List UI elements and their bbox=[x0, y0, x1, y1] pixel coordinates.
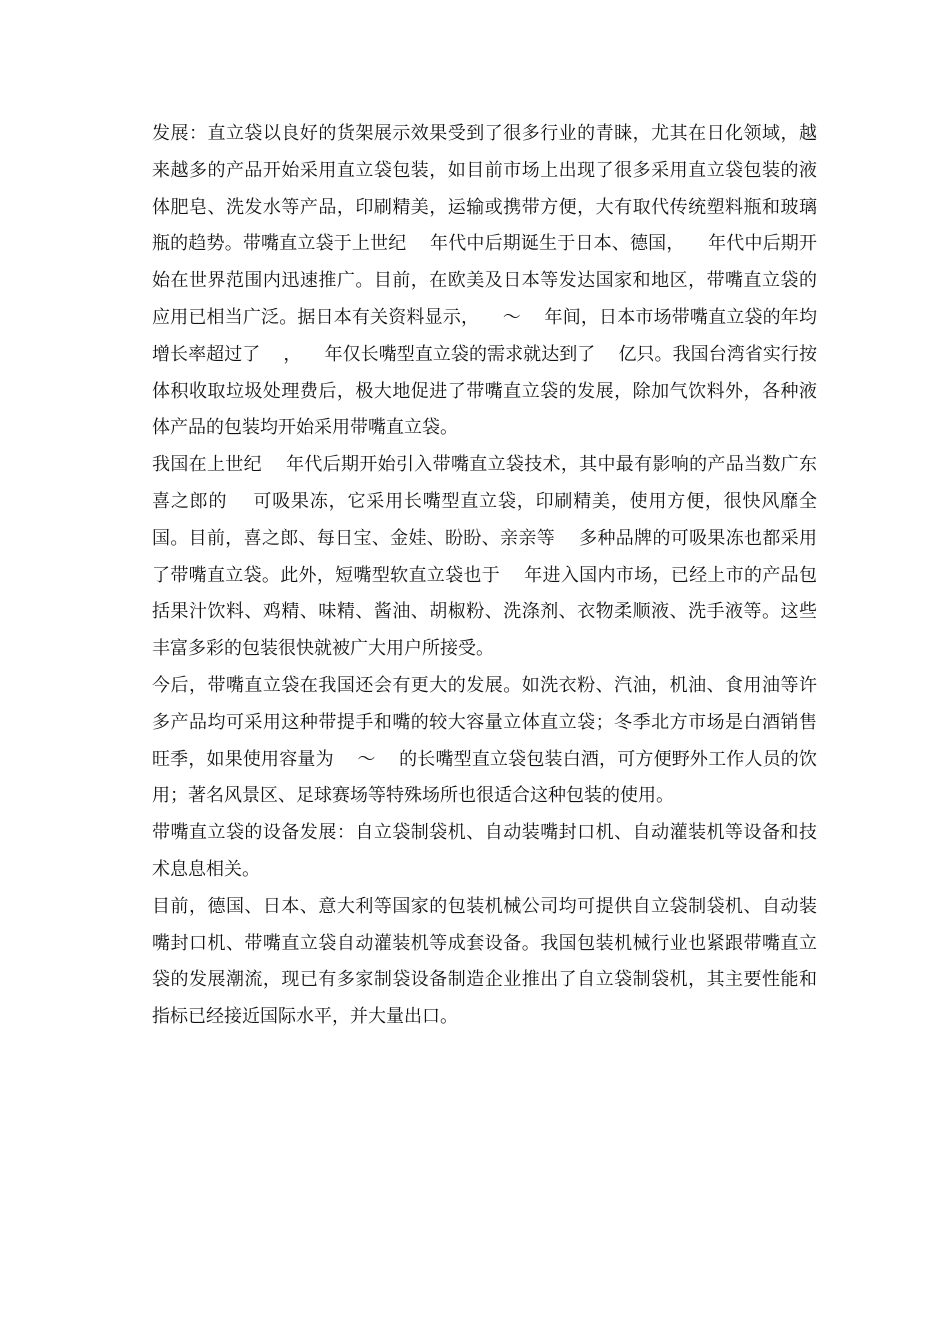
paragraph-development-overview: 发展：直立袋以良好的货架展示效果受到了很多行业的青睐，尤其在日化领域，越来越多的产品开始采用直立袋包装，如目前市场上出现了很多采用直立袋包装的液体肥皂、洗发水等产品，印刷精美，运输或携带方便，大有取代传统塑料瓶和玻璃瓶的趋势。带嘴直立袋于上世纪 年代中后期诞生于日本、德国， 年代中后期开始在世界范围内迅速推广。目前，在欧美及日本等发达国家和地区，带嘴直立袋的应用已相当广泛。据日本有关资料显示， ～ 年间，日本市场带嘴直立袋的年均增长率超过了 ， 年仅长嘴型直立袋的需求就达到了 亿只。我国台湾省实行按体积收取垃圾处理费后，极大地促进了带嘴直立袋的发展，除加气饮料外，各种液体产品的包装均开始采用带嘴直立袋。 bbox=[152, 123, 817, 439]
paragraph-china-introduction: 我国在上世纪 年代后期开始引入带嘴直立袋技术，其中最有影响的产品当数广东喜之郎的 可吸果冻，它采用长嘴型直立袋，印刷精美，使用方便，很快风靡全国。目前，喜之郎、每日宝、金娃、盼盼、亲亲等 多种品牌的可吸果冻也都采用了带嘴直立袋。此外，短嘴型软直立袋也于 年进入国内市场，已经上市的产品包括果汁饮料、鸡精、味精、酱油、胡椒粉、洗涤剂、衣物柔顺液、洗手液等。这些丰富多彩的包装很快就被广大用户所接受。 bbox=[152, 454, 817, 660]
document-body bbox=[152, 116, 817, 1036]
paragraph-equipment-status: 目前，德国、日本、意大利等国家的包装机械公司均可提供自立袋制袋机、自动装嘴封口机、带嘴直立袋自动灌装机等成套设备。我国包装机械行业也紧跟带嘴直立袋的发展潮流，现已有多家制袋设备制造企业推出了自立袋制袋机，其主要性能和指标已经接近国际水平，并大量出口。 bbox=[152, 895, 817, 1028]
paragraph-equipment-heading: 带嘴直立袋的设备发展：自立袋制袋机、自动装嘴封口机、自动灌装机等设备和技术息息相关。 bbox=[152, 822, 817, 880]
paragraph-future-outlook: 今后，带嘴直立袋在我国还会有更大的发展。如洗衣粉、汽油，机油、食用油等许多产品均可采用这种带提手和嘴的较大容量立体直立袋；冬季北方市场是白酒销售旺季，如果使用容量为 ～ 的长嘴型直立袋包装白酒，可方便野外工作人员的饮用；著名风景区、足球赛场等特殊场所也很适合这种包装的使用。 bbox=[152, 674, 817, 807]
